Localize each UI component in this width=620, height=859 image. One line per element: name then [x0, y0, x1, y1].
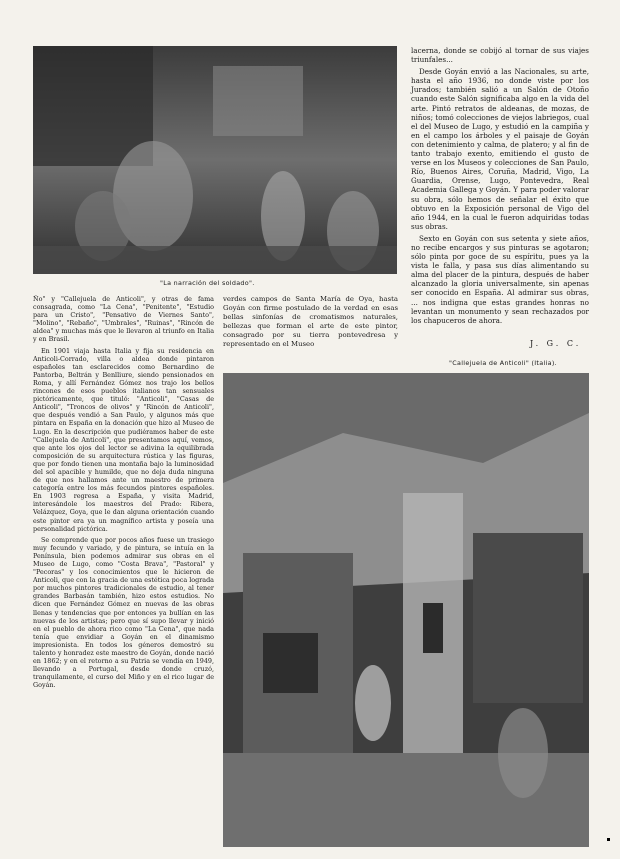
paragraph: Se comprende que por pocos años fuese un trasiego muy fecundo y variado, y de pintura, se intuía en la Península, bien podemos admirar sus obras en el Museo de Lugo, como "Costa Brava", "Pastoral" y "Pecoras" y los conocimientos que le hicieron de Anticoli, que con la gracia de una estética poca lograda por muchos pintores tradicionales de estudio, al tener grandes Barbasán también, hizo estos estudios. No dicen que Fernández Gómez en nuevas de las obras llenas y tendencias que por entonces ya bullían en las nuevas de los artistas; pero que sí supo llevar y inició en el pueblo de ahora rico como "La Cena", que nada tenía que envidiar a Goyán en el dinamismo impresionista. En todos los géneros demostró su talento y honradez este maestro de Goyán, donde nació en 1862; y en el retorno a su Patria se vendía en 1949, llevando a Portugal, desde donde cruzó, tranquilamente, el curso del Miño y en el rico lugar de Goyán.: [33, 535, 214, 690]
col-left: [33, 295, 214, 693]
paragraph: Sexto en Goyán con sus setenta y siete años, no recibe encargos y sus pinturas se agotaron; sólo pinta por goce de su espíritu, pues ya la vista le falla, y pasa sus días alimentando su alma del placer de la pintura, después de haber alcanzado la gloria universalmente, sin apenas ser conocido en España. Al admirar sus obras, ... nos indigna que estas grandes honras no levantan un monumento y sean rechazados por los chapuceros de ahora.: [411, 233, 589, 325]
col-middle: [223, 295, 398, 352]
caption-top: "La narración del soldado".: [160, 279, 255, 287]
caption-bottom: "Callejuela de Anticoli" (Italia).: [449, 359, 557, 367]
signature: J. G. C.: [530, 339, 582, 348]
col-right-top: [411, 46, 589, 328]
column-rule: [607, 838, 610, 841]
paragraph: verdes campos de Santa María de Oya, hasta Goyán con firme postulado de la verdad en esas bellas sinfonías de cromatismos naturales, bellezas que forman el arte de este pintor, consagrado por su tierra pontevedresa y representado en el Museo: [223, 295, 398, 348]
photo-callejuela-anticoli: [223, 373, 589, 847]
paragraph: Desde Goyán envió a las Nacionales, su arte, hasta el año 1936, no donde viste por los Jurados; también salió a un Salón de Otoño cuando este Salón significaba algo en la vida del arte. Pintó retratos de aldeanas, de mozas, de niños; tomó colecciones de viejos labriegos, cual el del Museo de Lugo, y estudió en la campiña y en el campo los árboles y el paisaje de Goyán con detenimiento y calma, de platero; y al fin de tanto trabajo exento, emitiendo el gusto de verse en los Museos y colecciones de San Paulo, Río, Buenos Aires, Coruña, Madrid, Vigo, La Guardia, Orense, Lugo, Pontevedra, Real Academia Gallega y Goyán. Y para poder valorar su obra, sólo hemos de señalar el éxito que obtuvo en la Exposición personal de Vigo del año 1944, en la cual le fueron adquiridas todas sus obras.: [411, 67, 589, 231]
paragraph: Ño" y "Callejuela de Anticoli", y otras de fama consagrada, como "La Cena", "Penitente", "Estudio para un Cristo", "Pensativo de Viernes Santo", "Molino", "Rebaño", "Umbrales", "Ruinas", "Rincón de aldea" y muchas más que le llevaron al triunfo en Italia y en Brasil.: [33, 295, 214, 344]
paragraph: En 1901 viaja hasta Italia y fija su residencia en Anticoli-Corrado, villa o aldea donde pintaron españoles tan esclarecidos como Bernardino de Pantorba, Beltrán y Benlliure, siendo pensionados en Roma, y allí Fernández Gómez nos trajo los bellos rincones de esos pueblos italianos tan sensuales pictóricamente, que tituló: "Anticoli", "Casas de Anticoli", "Troncos de olivos" y "Rincón de Anticoli", que después vendió a San Paulo, y algunos más que pintara en España en la donación que hizo al Museo de Lugo. En la descripción que pudiéramos haber de este "Callejuela de Anticoli", que presentamos aquí, vemos, que ante los ojos del lector se adivina la equilibrada composición de su arquitectura rústica y las figuras, que por fondo tienen una montaña bajo la luminosidad del sol apacible y humilde, que no deja duda ninguna de que nos hallamos ante un maestro de primera categoría entre los más fecundos pintores españoles. En 1903 regresa a España, y visita Madrid, interesándole los maestros del Prado: Ribera, Velázquez, Goya, que le dan alguna orientación cuando este pintor era ya un magnífico artista y poseía una personalidad pictórica.: [33, 346, 214, 533]
painting-alley-anticoli: [223, 373, 589, 847]
paragraph: lacerna, donde se cobijó al tornar de sus viajes triunfales...: [411, 46, 589, 65]
photo-narracion-soldado: [33, 46, 397, 274]
painting-soldier-scene: [33, 46, 397, 274]
